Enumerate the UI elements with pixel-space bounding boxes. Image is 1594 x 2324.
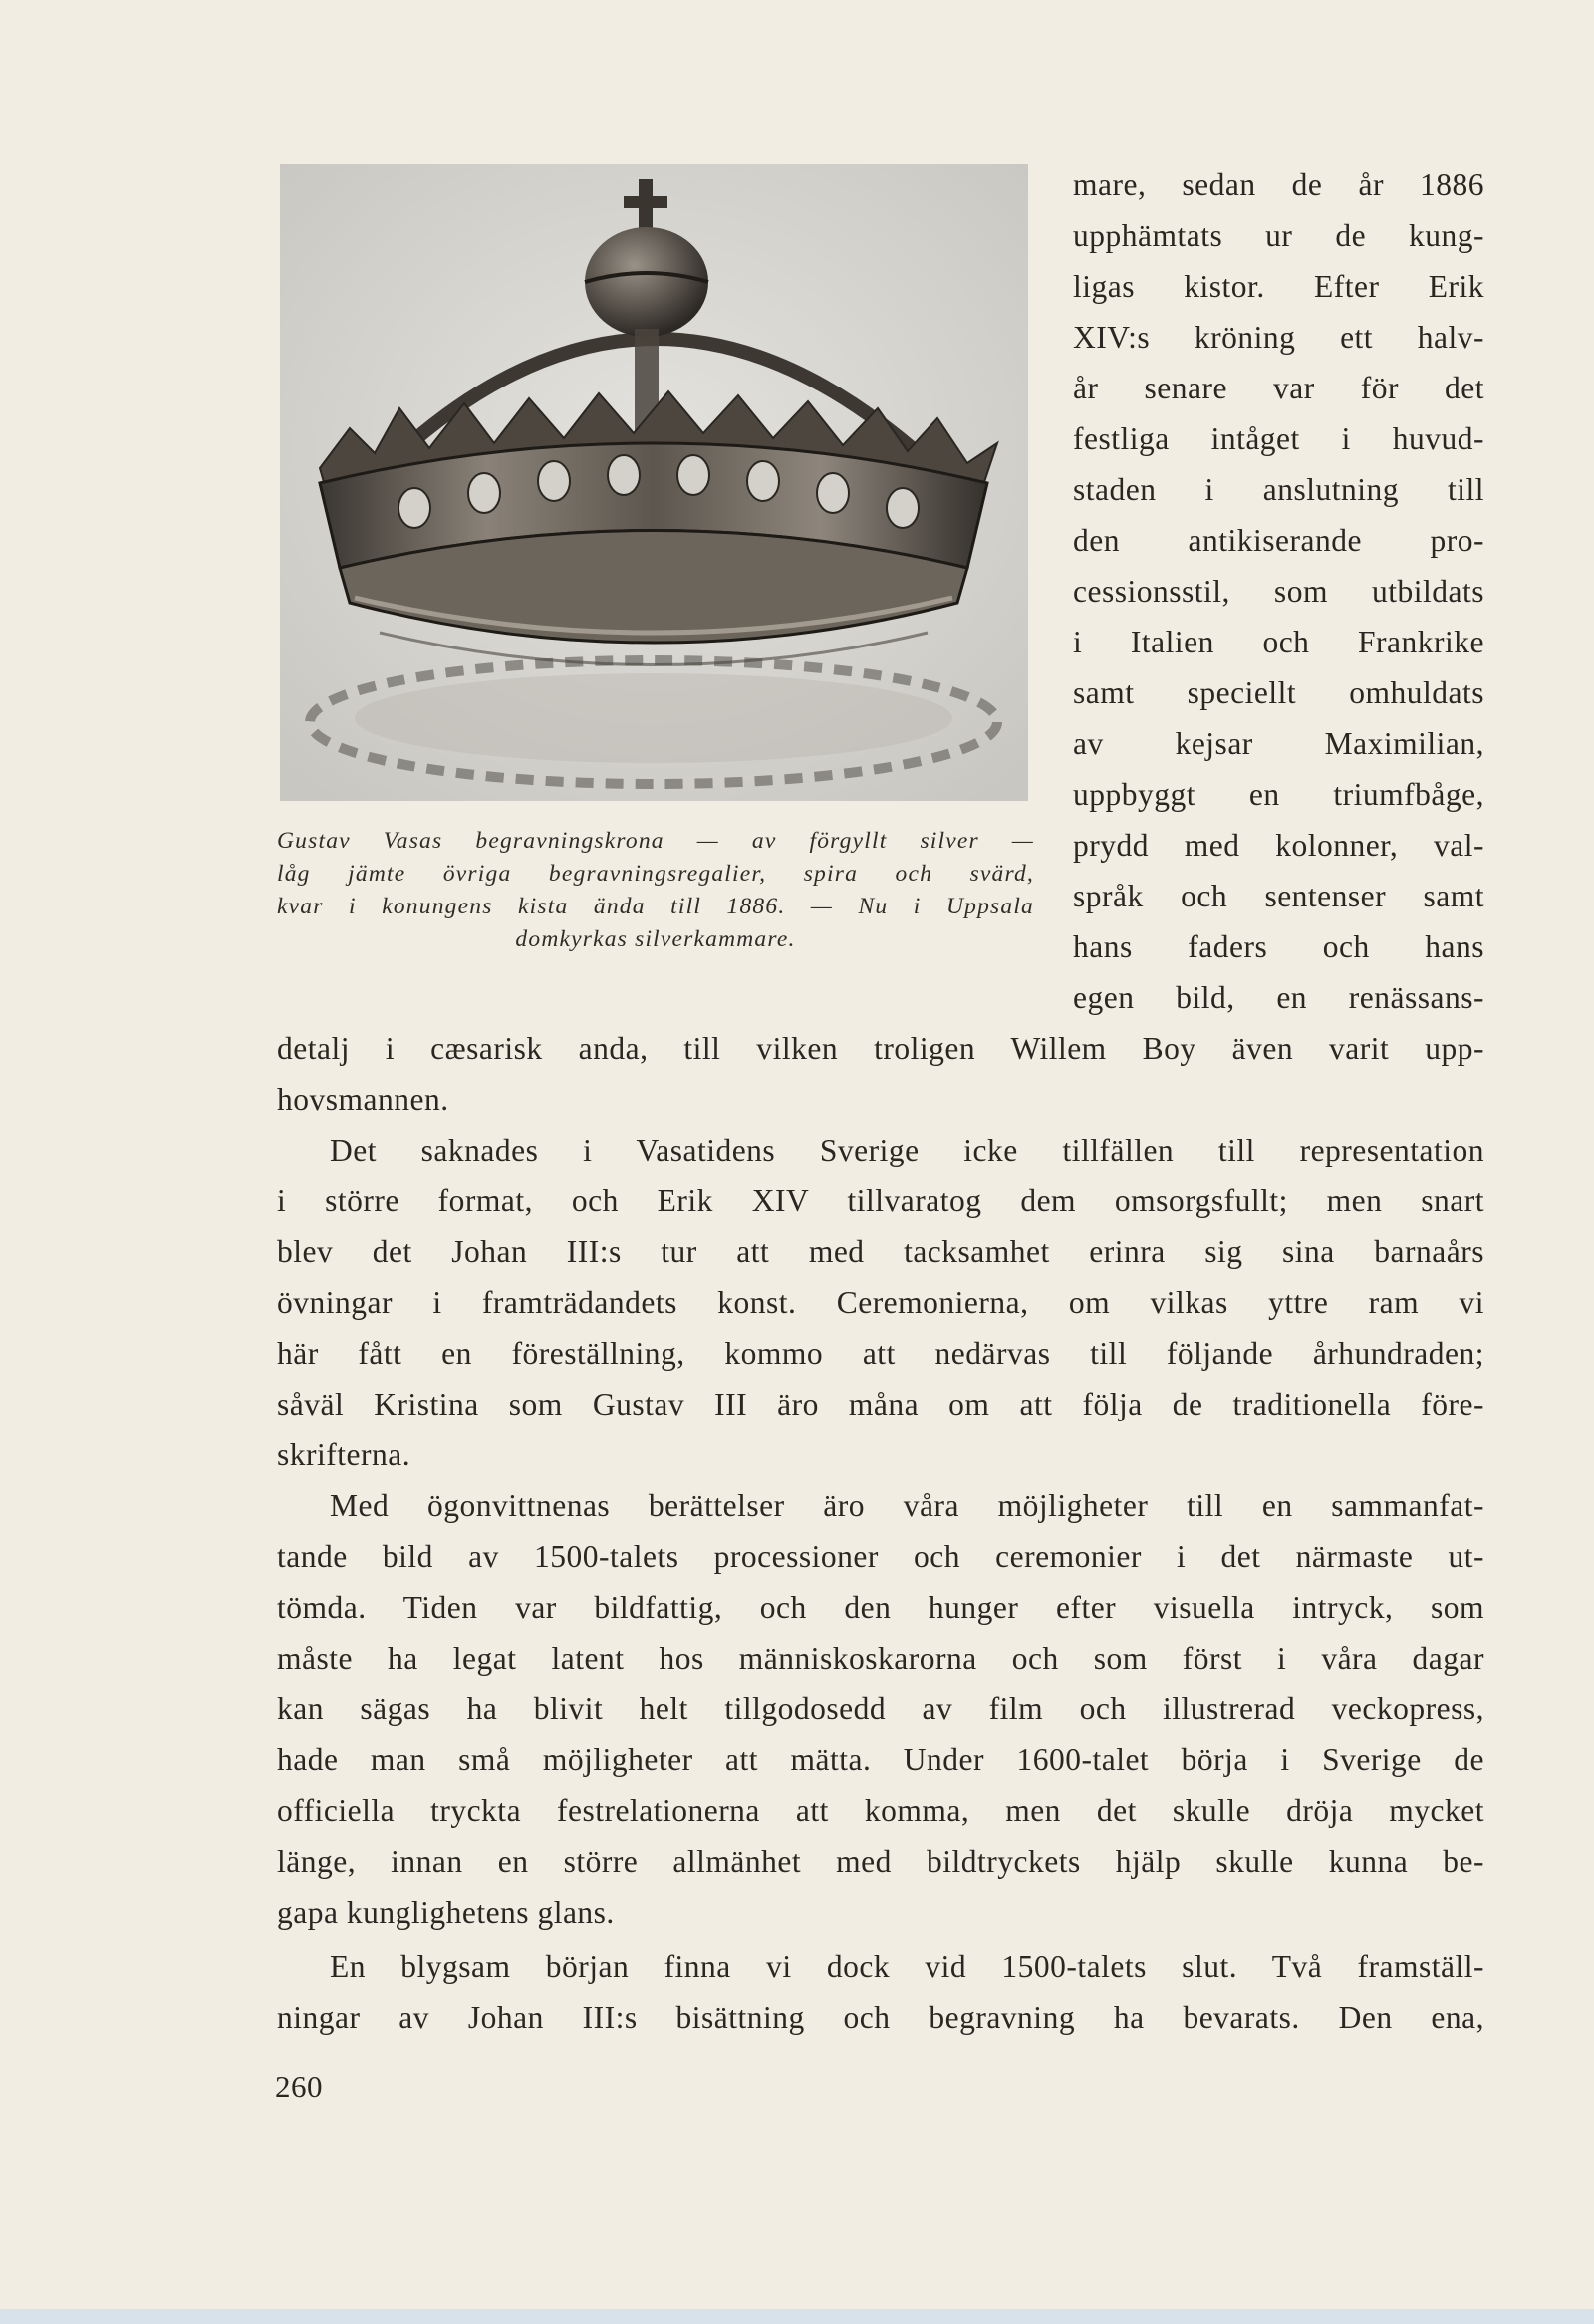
text-line: här fått en föreställning, kommo att nedärvas till följande århundraden;: [277, 1336, 1484, 1371]
text-line: egen bild, en renässans-: [1073, 980, 1484, 1015]
text-line: övningar i framträdandets konst. Ceremonierna, om vilkas yttre ram vi: [277, 1285, 1484, 1320]
text-line: upphämtats ur de kung-: [1073, 218, 1484, 253]
text-line: kan sägas ha blivit helt tillgodosedd av film och illustrerad veckopress,: [277, 1691, 1484, 1726]
text-line: officiella tryckta festrelationerna att komma, men det skulle dröja mycket: [277, 1793, 1484, 1828]
text-line: år senare var för det: [1073, 371, 1484, 405]
crown-photo: [280, 164, 1028, 801]
text-line: ligas kistor. Efter Erik: [1073, 269, 1484, 304]
scan-edge: [0, 2309, 1594, 2324]
text-line: språk och sentenser samt: [1073, 879, 1484, 913]
text-line: den antikiserande pro-: [1073, 523, 1484, 558]
text-line: av kejsar Maximilian,: [1073, 726, 1484, 761]
caption-line: domkyrkas silverkammare.: [515, 926, 796, 952]
text-line: ningar av Johan III:s bisättning och begravning ha bevarats. Den ena,: [277, 2000, 1484, 2035]
text-line: XIV:s kröning ett halv-: [1073, 320, 1484, 355]
text-line: hovsmannen.: [277, 1082, 449, 1117]
page-number: 260: [275, 2069, 323, 2104]
text-line: såväl Kristina som Gustav III äro måna om att följa de traditionella före-: [277, 1387, 1484, 1421]
text-line: skrifterna.: [277, 1437, 411, 1472]
text-line: blev det Johan III:s tur att med tacksamhet erinra sig sina barnaårs: [277, 1234, 1484, 1269]
text-line: länge, innan en större allmänhet med bildtryckets hjälp skulle kunna be-: [277, 1844, 1484, 1879]
text-line: prydd med kolonner, val-: [1073, 828, 1484, 863]
caption-line: låg jämte övriga begravningsregalier, spira och svärd,: [277, 861, 1034, 887]
text-line: En blygsam början finna vi dock vid 1500-talets slut. Två framställ-: [330, 1949, 1484, 1984]
text-line: samt speciellt omhuldats: [1073, 675, 1484, 710]
text-line: tömda. Tiden var bildfattig, och den hunger efter visuella intryck, som: [277, 1590, 1484, 1625]
caption-line: Gustav Vasas begravningskrona — av förgyllt silver —: [277, 828, 1034, 854]
text-line: Det saknades i Vasatidens Sverige icke tillfällen till representation: [330, 1133, 1484, 1167]
text-line: i Italien och Frankrike: [1073, 625, 1484, 659]
figure-caption: [277, 825, 1034, 956]
crown-image-icon: [280, 164, 1028, 801]
text-line: gapa kunglighetens glans.: [277, 1895, 615, 1930]
caption-line: kvar i konungens kista ända till 1886. — Nu i Uppsala: [277, 894, 1034, 919]
text-line: tande bild av 1500-talets processioner och ceremonier i det närmaste ut-: [277, 1539, 1484, 1574]
text-line: festliga intåget i huvud-: [1073, 421, 1484, 456]
text-line: Med ögonvittnenas berättelser äro våra möjligheter till en sammanfat-: [330, 1488, 1484, 1523]
text-line: hans faders och hans: [1073, 929, 1484, 964]
text-line: cessionsstil, som utbildats: [1073, 574, 1484, 609]
text-line: i större format, och Erik XIV tillvaratog dem omsorgsfullt; men snart: [277, 1183, 1484, 1218]
text-line: mare, sedan de år 1886: [1073, 167, 1484, 202]
text-line: staden i anslutning till: [1073, 472, 1484, 507]
text-line: måste ha legat latent hos människoskarorna och som först i våra dagar: [277, 1641, 1484, 1676]
text-line: hade man små möjligheter att mätta. Under 1600-talet börja i Sverige de: [277, 1742, 1484, 1777]
text-line: detalj i cæsarisk anda, till vilken troligen Willem Boy även varit upp-: [277, 1031, 1484, 1066]
text-line: uppbyggt en triumfbåge,: [1073, 777, 1484, 812]
